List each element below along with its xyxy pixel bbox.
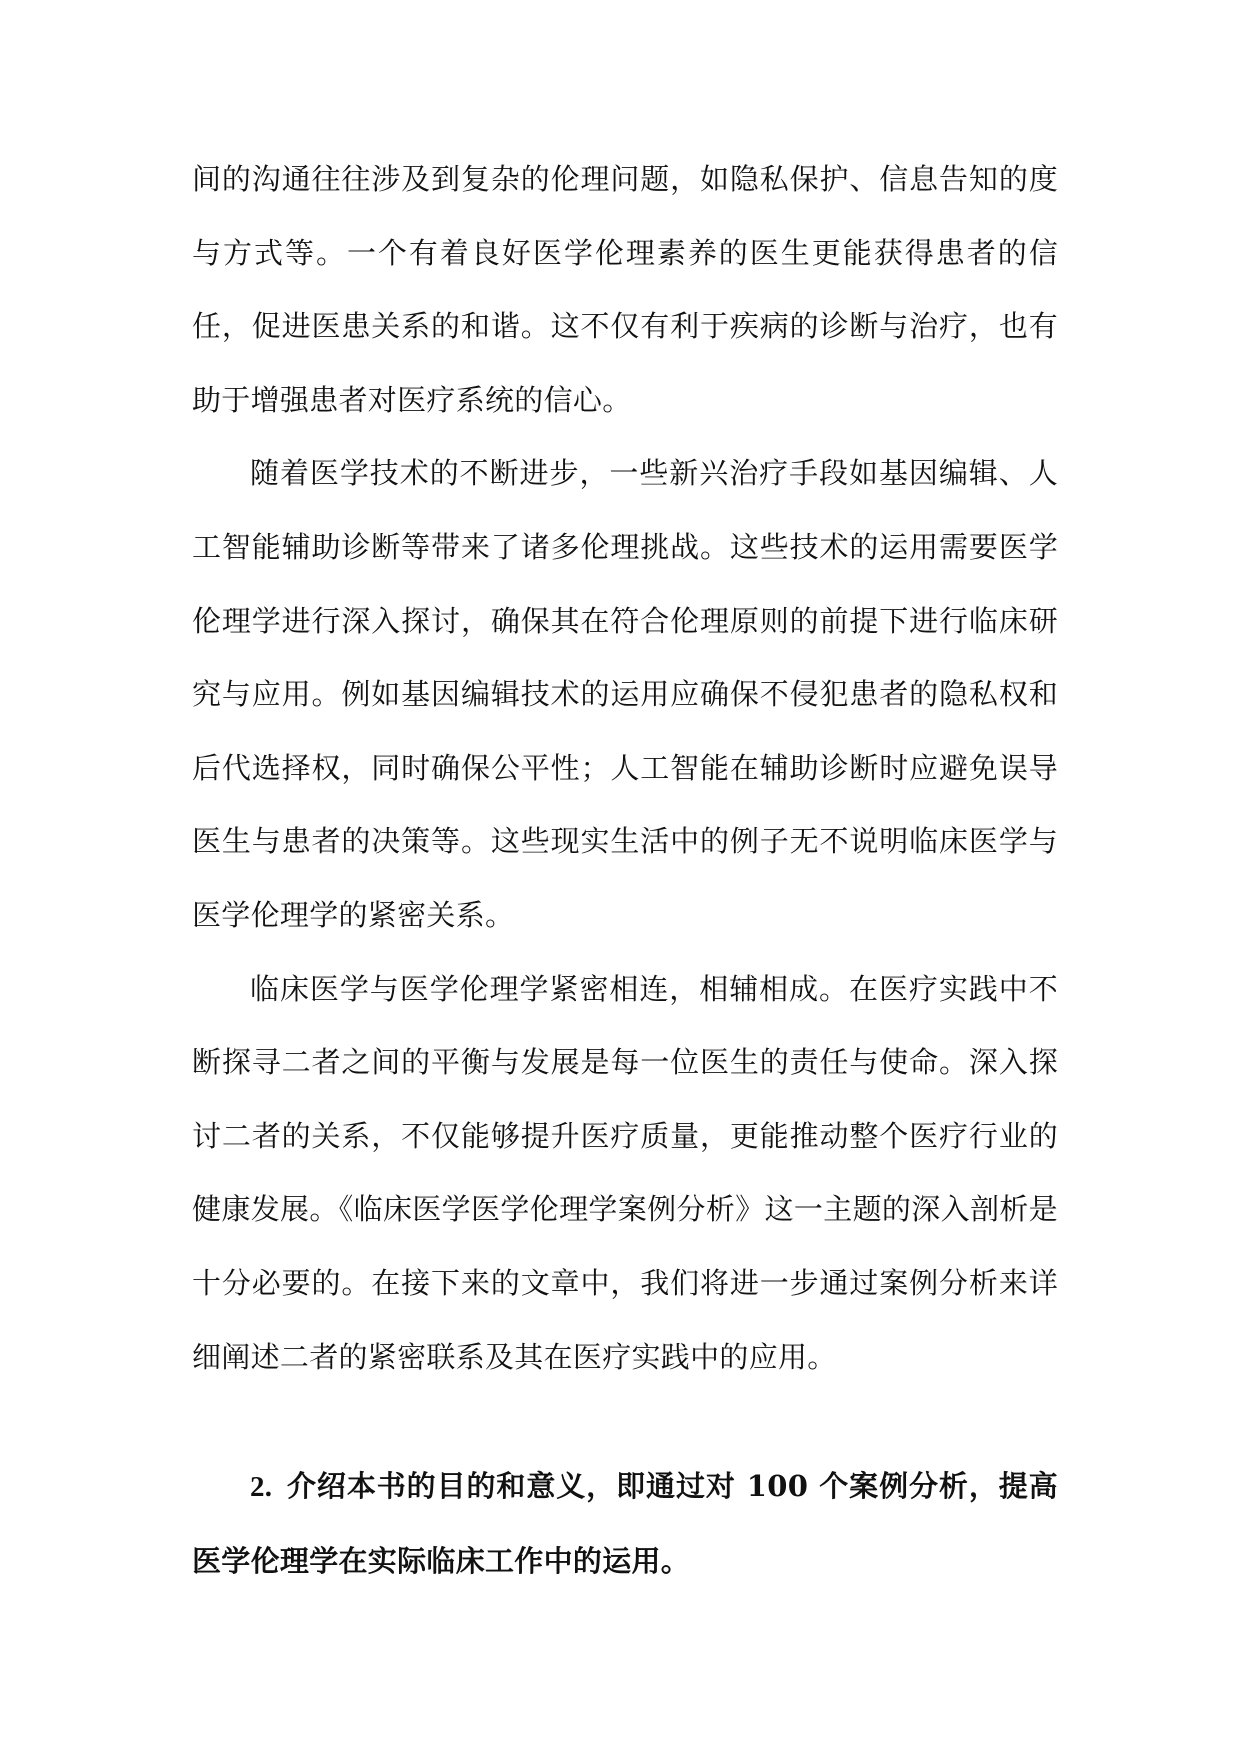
paragraph-emerging-tech: 随着医学技术的不断进步，一些新兴治疗手段如基因编辑、人工智能辅助诊断等带来了诸多伦理挑战。这些技术的运用需要医学伦理学进行深入探讨，确保其在符合伦理原则的前提下进行临床研究与应用。例如基因编辑技术的运用应确保不侵犯患者的隐私权和后代选择权，同时确保公平性；人工智能在辅助诊断时应避免误导医生与患者的决策等。这些现实生活中的例子无不说明临床医学与医学伦理学的紧密关系。 <box>192 456 1058 932</box>
body-text <box>192 143 1058 1394</box>
paragraph-continued: 间的沟通往往涉及到复杂的伦理问题，如隐私保护、信息告知的度与方式等。一个有着良好医学伦理素养的医生更能获得患者的信任，促进医患关系的和谐。这不仅有利于疾病的诊断与治疗，也有助于增强患者对医疗系统的信心。 <box>192 162 1058 417</box>
section-heading-text: 介绍本书的目的和意义，即通过对 100 个案例分析，提高医学伦理学在实际临床工作中的运用。 <box>192 1469 1058 1578</box>
section-heading <box>192 1449 1058 1598</box>
paragraph-conclusion: 临床医学与医学伦理学紧密相连，相辅相成。在医疗实践中不断探寻二者之间的平衡与发展是每一位医生的责任与使命。深入探讨二者的关系，不仅能够提升医疗质量，更能推动整个医疗行业的健康发展。《临床医学医学伦理学案例分析》这一主题的深入剖析是十分必要的。在接下来的文章中，我们将进一步通过案例分析来详细阐述二者的紧密联系及其在医疗实践中的应用。 <box>192 971 1058 1374</box>
section-number: 2. <box>250 1471 273 1503</box>
